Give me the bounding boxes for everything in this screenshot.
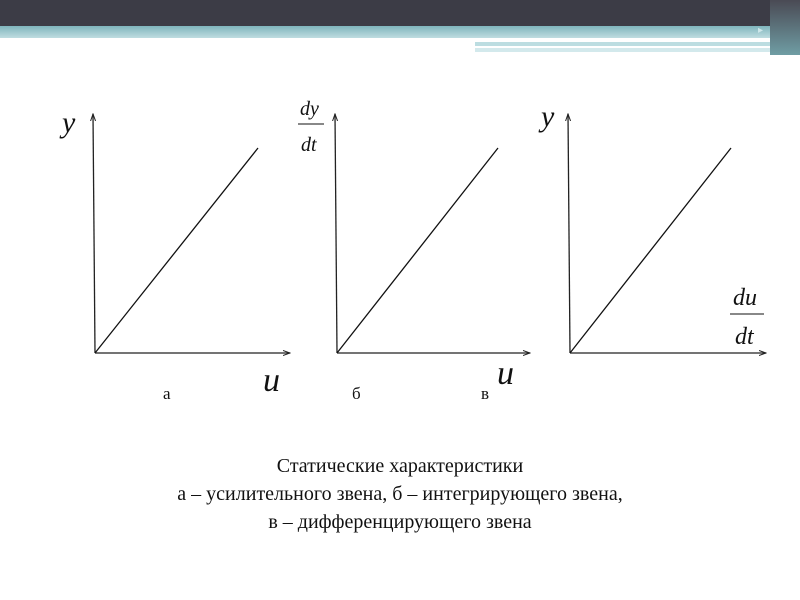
caption-line-1: Статические характеристики: [276, 455, 524, 477]
graph-b: [298, 98, 530, 392]
graph-b-y-label-numerator: dy: [300, 98, 319, 120]
graph-a-y-label: y: [62, 106, 76, 139]
graph-a-y-axis: [93, 114, 95, 353]
caption-line-3: в – дифференцирующего звена: [268, 511, 532, 533]
figure-caption: [0, 452, 800, 536]
panel-label-b: б: [352, 384, 361, 403]
graph-b-y-axis: [335, 114, 337, 353]
graph-a-characteristic-line: [95, 148, 258, 353]
graph-c-characteristic-line: [570, 148, 731, 353]
graph-b-y-label-denominator: dt: [301, 134, 317, 156]
graph-c: [538, 100, 766, 353]
graph-a-x-label: u: [263, 362, 280, 399]
caption-line-2: а – усилительного звена, б – интегрирующего звена,: [177, 483, 623, 505]
graph-c-y-axis: [568, 114, 570, 353]
graph-c-y-label: y: [541, 100, 555, 133]
graph-b-characteristic-line: [337, 148, 498, 353]
graph-b-x-label: u: [497, 355, 514, 392]
graph-c-x-label-denominator: dt: [735, 324, 754, 350]
panel-label-c: в: [481, 384, 490, 403]
graph-a: [59, 106, 290, 399]
corner-arrow-icon: ▸: [758, 25, 764, 36]
panel-label-a: а: [163, 384, 171, 403]
graph-c-x-label-numerator: du: [733, 285, 757, 311]
